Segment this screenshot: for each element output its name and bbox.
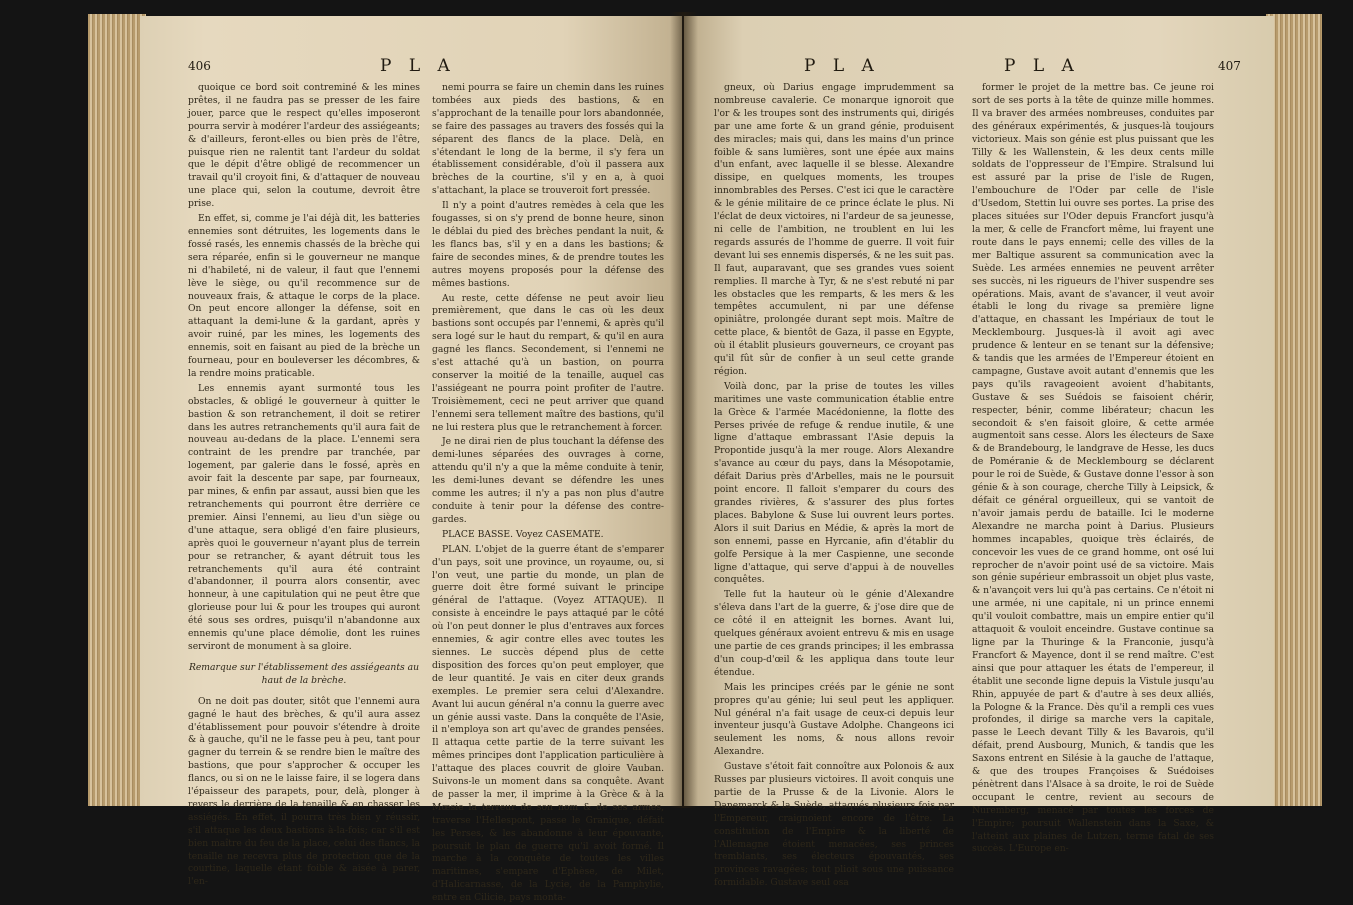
right-column-1 <box>714 82 954 889</box>
paragraph: Au reste, cette défense ne peut avoir lieu premièrement, que dans le cas où les deux bastions sont occupés par l'ennemi, & après qu'il sera logé sur le haut du rempart, & qu'il en aura gagné les flancs. Secondement, si l'ennemi ne s'est attaché qu'à un bastion, on pourra conserver la moitié de la tenaille, auquel cas l'assiégeant ne pourra point profiter de l'autre. Troisièmement, ceci ne peut arriver que quand l'ennemi sera tellement maître des bastions, qu'il ne lui restera plus que le retranchement à forcer. <box>432 292 664 433</box>
entry-heading: PLACE BASSE. Voyez CASEMATE. <box>442 528 604 540</box>
paragraph: Gustave s'étoit fait connoître aux Polonois & aux Russes par plusieurs victoires. Il avoit conquis une partie de la Prusse & de la Livonie. Alors le Danemarck & la Suède, attaqués plusieurs fois par l'Empereur, craignoient encore de l'être. La constitution de l'Empire & la liberté de l'Allemagne étoient menacées, ses princes tremblants, ses électeurs épouvantés, ses provinces ravagées; tout plioit sous une puissance formidable. Gustave seul osa <box>714 761 954 889</box>
paragraph: Telle fut la hauteur où le génie d'Alexandre s'éleva dans l'art de la guerre, & j'ose dire que de ce côté il en atteignit les bornes. Avant lui, quelques généraux avoient entrevu & mis en usage une partie de ces grands principes; il les embrassa d'un coup-d'œil & les appliqua dans toute leur étendue. <box>714 589 954 678</box>
paragraph: Voilà donc, par la prise de toutes les villes maritimes une vaste communication établie entre la Grèce & l'armée Macédonienne, la flotte des Perses privée de refuge & rendue inutile, & une ligne d'attaque embrassant l'Asie depuis la Propontide jusqu'à la mer rouge. Alors Alexandre s'avance au cœur du pays, dans la Mésopotamie, défait Darius près d'Arbelles, mais ne le poursuit point encore. Il falloit s'emparer du cours des grandes rivières, & s'assurer des plus fortes places. Babylone & Suse lui ouvrent leurs portes. Alors il suit Darius en Médie, & après la mort de son ennemi, passe en Hyrcanie, afin d'établir du golfe Persique à la mer Caspienne, une seconde ligne d'attaque, qui serve d'appui à de nouvelles conquêtes. <box>714 380 954 586</box>
right-page <box>684 16 1274 889</box>
paragraph: Mais les principes créés par le génie ne sont propres qu'au génie; lui seul peut les appliquer. Nul général n'a fait usage de ceux-ci depuis leur inventeur jusqu'à Gustave Adolphe. Changeons ici seulement les noms, & nous allons revoir Alexandre. <box>714 681 954 758</box>
right-running-title-right: P L A <box>1004 56 1080 76</box>
paragraph: PLAN. L'objet de la guerre étant de s'emparer d'un pays, soit une province, un royaume, ou, si l'on veut, une partie du monde, un plan de guerre doit être formé suivant le principe général de l'attaque. (Voyez ATTAQUE). Il consiste à enceindre le pays attaqué par le côté où l'on peut donner le plus d'entraves aux forces ennemies, & agir contre elles avec toutes les siennes. Le succès dépend plus de cette disposition des forces qu'on peut employer, que de leur quantité. Je vais en citer deux grands exemples. Le premier sera celui d'Alexandre. Avant lui aucun général n'a connu la guerre avec un génie aussi vaste. Dans la conquête de l'Asie, il n'employa son art qu'avec de grandes pensées. Il attaqua cette partie de la terre suivant les mêmes principes dont l'application particulière à l'attaque des places couvrit de gloire Vauban. Suivons-le un moment dans sa conquête. Avant de passer la mer, il imprime à la Grèce & à la Mœsie la terreur de son nom & de ses armes, traverse l'Hellespont, passe le Granique, défait les Perses, & les abandonne à leur épouvante, poursuit le plan de guerre qu'il avoit formé. Il marche à la conquête de toutes les villes maritimes, s'empare d'Ephèse, de Milet, d'Halicarnasse, de la Lycie, de la Pamphylie, entre en Cilicie, pays monta- <box>432 543 664 904</box>
right-page-number: 407 <box>1218 59 1241 73</box>
right-running-title-left: P L A <box>804 56 880 76</box>
paragraph: Les ennemis ayant surmonté tous les obstacles, & obligé le gouverneur à quitter le bastion & son retranchement, il doit se retirer dans les autres retranchements qu'il aura fait de nouveau au-dedans de la place. L'ennemi sera contraint de les prendre par tranchée, par logement, par galerie dans le fossé, après en avoir fait la descente par sape, par fourneaux, par mines, & enfin par assaut, aussi bien que les retranchements qui pourront être derrière ce premier. Ainsi l'ennemi, au lieu d'un siège ou d'une attaque, sera obligé d'en faire plusieurs, après quoi le gouverneur n'ayant plus de terrein pour se retrancher, & ayant détruit tous les retranchements qu'il aura été contraint d'abandonner, il pourra alors consentir, avec honneur, à une capitulation qui ne peut être que glorieuse pour lui & pour les troupes qui auront été sous ses ordres, puisqu'il n'abandonne aux ennemis qu'une place démolie, dont les ruines serviront de monument à sa gloire. <box>188 382 420 652</box>
right-page-edges <box>1266 14 1322 806</box>
paragraph: quoique ce bord soit contreminé & les mines prêtes, il ne faudra pas se presser de les faire jouer, parce que le respect qu'elles imposeront pourra servir à modérer l'ardeur des assiégeants; & d'ailleurs, feront-elles ou bien près de l'être, puisque rien ne ralentit tant l'ardeur du soldat que le dépit d'être obligé de recommencer un travail qu'il croyoit fini, & d'attaquer de nouveau une place qui, selon la coutume, devroit être prise. <box>188 82 420 210</box>
left-running-title: P L A <box>380 56 456 76</box>
left-column-1 <box>188 82 420 888</box>
paragraph: former le projet de la mettre bas. Ce jeune roi sort de ses ports à la tête de quinze mille hommes. Il va braver des armées nombreuses, conduites par des généraux expérimentés, & jusques-là toujours victorieux. Mais son génie est plus puissant que les Tilly & les Wallenstein, & les deux cents mille soldats de l'oppresseur de l'Empire. Stralsund lui est assuré par la prise de l'isle de Rugen, l'embouchure de l'Oder par celle de l'isle d'Usedom, Stettin lui ouvre ses portes. La prise des places situées sur l'Oder depuis Francfort jusqu'à la mer, & celle de Francfort même, lui frayent une route dans le pays ennemi; celle des villes de la mer Baltique assurent sa communication avec la Suède. Les armées ennemies ne peuvent arrêter ses succès, ni les rigueurs de l'hiver suspendre ses opérations. Mais, avant de s'avancer, il veut avoir établi le long du rivage sa première ligne d'attaque, en chassant les Impériaux de tout le Mecklembourg. Jusques-là il avoit agi avec prudence & lenteur en se tenant sur la défensive; & tandis que les armées de l'Empereur étoient en campagne, Gustave avoit autant d'ennemis que les pays qu'ils ravageoient avoient d'habitants, Gustave & ses Suédois se faisoient chérir, respecter, bénir, comme libérateur; chacun les secondoit & s'en faisoit gloire, & cette armée augmentoit sans cesse. Alors les électeurs de Saxe & de Brandebourg, le landgrave de Hesse, les ducs de Poméranie & de Mecklembourg se déclarent pour le roi de Suède, & Gustave donne l'essor à son génie & à son courage, cherche Tilly à Leipsick, & défait ce général orgueilleux, qui se vantoit de n'avoir jamais perdu de bataille. Ici le moderne Alexandre ne marcha point à Darius. Plusieurs hommes incapables, quoique très éclairés, de concevoir les vues de ce grand homme, ont osé lui reprocher de n'avoir point usé de sa victoire. Mais son génie supérieur embrassoit un objet plus vaste, & n'avançoit vers lui qu'à pas certains. Ce n'étoit ni une armée, ni une capitale, ni un prince ennemi qu'il vouloit combattre, mais un empire entier qu'il attaquoit & vouloit enceindre. Gustave continue sa ligne par la Thuringe & la Franconie, jusqu'à Francfort & Mayence, dont il se rend maître. C'est ainsi que pour attaquer les états de l'empereur, il établit une seconde ligne depuis la Vistule jusqu'au Rhin, appuyée de part & d'autre à ses deux alliés, la Pologne & la France. Dès qu'il a rempli ces vues profondes, il dirige sa marche vers la capitale, passe le Leech devant Tilly & les Bavarois, qu'il défait, prend Ausbourg, Munich, & tandis que les Saxons entrent en Silésie à la gauche de l'attaque, & que des troupes Françoises & Suédoises pénètrent dans l'Alsace à sa droite, le roi de Suède occupant le centre, revient au secours de Nuremberg, menacé par toutes les forces de l'Empire; poursuit Wallenstein dans la Saxe, & l'atteint aux plaines de Lutzen, terme fatal de ses succès. L'Europe en- <box>972 82 1214 855</box>
paragraph: gneux, où Darius engage imprudemment sa nombreuse cavalerie. Ce monarque ignoroit que l'or & les troupes sont des instruments qui, dirigés par une ame forte & un grand génie, produisent des miracles; mais qui, dans les mains d'un prince foible & sans lumières, sont une épée aux mains d'un enfant, avec laquelle il se blesse. Alexandre dissipe, en quelques moments, les troupes innombrables des Perses. C'est ici que le caractère & le génie militaire de ce prince éclate le plus. Ni l'éclat de deux victoires, ni l'ardeur de sa jeunesse, ni celle de l'ambition, ne troublent en lui les regards assurés de l'homme de guerre. Il voit fuir devant lui ses ennemis dispersés, & ne les suit pas. Il faut, auparavant, que ses grandes vues soient remplies. Il marche à Tyr, & ne s'est rebuté ni par les obstacles que les remparts, & les mers & les tempêtes accumulent, ni par une défense opiniâtre, prolongée durant sept mois. Maître de cette place, & bientôt de Gaza, il passe en Egypte, où il établit plusieurs gouverneurs, ce croyant pas qu'il fût sûr de confier à un seul cette grande région. <box>714 82 954 377</box>
left-page <box>140 16 682 904</box>
left-column-2 <box>432 82 664 904</box>
section-heading: Remarque sur l'établissement des assiégeants au haut de la brèche. <box>188 661 420 686</box>
paragraph: Il n'y a point d'autres remèdes à cela que les fougasses, si on s'y prend de bonne heure, sinon le déblai du pied des brèches pendant la nuit, & les flancs bas, s'il y en a dans les bastions; & faire de secondes mines, & de prendre toutes les autres moyens proposés pour la défense des mêmes bastions. <box>432 200 664 289</box>
book-gutter <box>670 12 698 808</box>
paragraph: nemi pourra se faire un chemin dans les ruines tombées aux pieds des bastions, & en s'approchant de la tenaille pour lors abandonnée, se faire des passages au travers des fossés qui la séparent des flancs de la place. Delà, en s'étendant le long de la berme, il s'y fera un établissement considérable, d'où il passera aux brèches de la courtine, s'il y en a, à quoi s'attachant, la place se trouveroit fort pressée. <box>432 82 664 197</box>
left-page-edges <box>88 14 146 806</box>
right-column-2 <box>972 82 1214 855</box>
paragraph: Je ne dirai rien de plus touchant la défense des demi-lunes séparées des ouvrages à corne, attendu qu'il n'y a que la même conduite à tenir, les demi-lunes devant se défendre les unes comme les autres; il n'y a pas non plus d'autre conduite à tenir pour la défense des contre-gardes. <box>432 436 664 525</box>
paragraph: On ne doit pas douter, sitôt que l'ennemi aura gagné le haut des brèches, & qu'il aura assez d'établissement pour pouvoir s'étendre à droite & à gauche, qu'il ne le fasse peu à peu, tant pour gagner du terrein & se rendre bien le maître des bastions, que pour s'approcher & occuper les flancs, ou si on ne le laisse faire, il se logera dans l'épaisseur des parapets, pour, delà, plonger à revers le derrière de la tenaille & en chasser les assiégés. En effet, il pourra très bien y réussir, s'il attaque les deux bastions à-la-fois; car s'il est bien maître du feu de la place, celui des flancs, la tenaille ne recevra plus de protection que de la courtine, laquelle étant foible & aisée à parer, l'en- <box>188 695 420 888</box>
paragraph: En effet, si, comme je l'ai déjà dit, les batteries ennemies sont détruites, les logements dans le fossé rasés, les ennemis chassés de la brèche qui sera réparée, enfin si le gouverneur ne manque ni d'habileté, ni de valeur, il faut que l'ennemi lève le siège, ou qu'il recommence sur de nouveaux frais, & attaque le corps de la place. On peut encore allonger la défense, soit en attaquant la demi-lune & la gardant, après y avoir ruiné, par les mines, les logements des ennemis, soit en faisant au pied de la brèche un fourneau, pour en bouleverser les décombres, & la rendre moins praticable. <box>188 213 420 379</box>
left-page-number: 406 <box>188 59 211 73</box>
